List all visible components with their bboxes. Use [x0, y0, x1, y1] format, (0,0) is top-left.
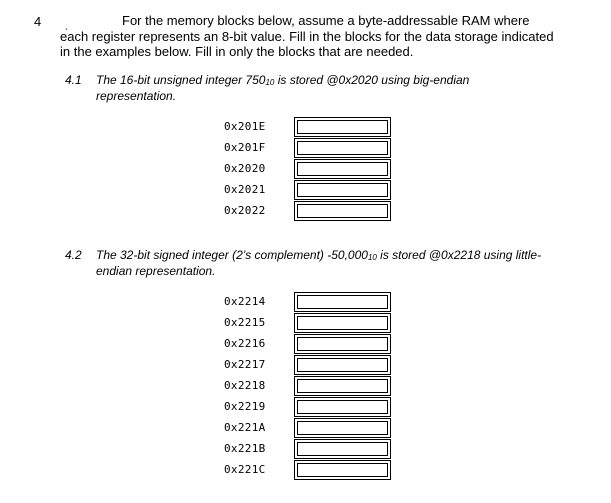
- memory-cell-input[interactable]: [294, 117, 391, 137]
- memory-address: 0x2216: [224, 337, 266, 350]
- part-4-1-description: [65, 73, 545, 103]
- memory-cell-input[interactable]: [294, 201, 391, 221]
- base-subscript: 10: [265, 78, 275, 87]
- memory-cell-input[interactable]: [294, 180, 391, 200]
- memory-cell-input[interactable]: [294, 376, 391, 396]
- memory-cell-input[interactable]: [294, 138, 391, 158]
- memory-address: 0x221B: [224, 442, 266, 455]
- memory-cell-input[interactable]: [294, 159, 391, 179]
- memory-cell-input[interactable]: [294, 418, 391, 438]
- memory-address: 0x2217: [224, 358, 266, 371]
- part-text-before: The 16-bit unsigned integer 750: [96, 73, 266, 87]
- memory-address: 0x2215: [224, 316, 266, 329]
- memory-cell-input[interactable]: [294, 313, 391, 333]
- memory-address: 0x2021: [224, 183, 266, 196]
- question-intro: [60, 13, 560, 60]
- memory-address: 0x201E: [224, 120, 266, 133]
- memory-address: 0x2219: [224, 400, 266, 413]
- part-number: 4.1: [65, 73, 82, 87]
- part-number: 4.2: [65, 248, 82, 262]
- memory-cell-input[interactable]: [294, 439, 391, 459]
- memory-cell-input[interactable]: [294, 460, 391, 480]
- memory-cell-input[interactable]: [294, 397, 391, 417]
- base-subscript: 10: [367, 253, 377, 262]
- tick-mark: ˎ: [65, 20, 69, 31]
- part-text-after: is stored @0x2020 using big-endian representation.: [96, 73, 470, 103]
- question-intro-text: For the memory blocks below, assume a byte-addressable RAM where each register represents an 8-bit value. Fill in the blocks for the data storage indicated in the examples below. Fill in only the blocks that are needed.: [60, 13, 554, 59]
- memory-address: 0x2022: [224, 204, 266, 217]
- question-number: 4: [34, 14, 42, 29]
- part-4-2-description: [65, 248, 545, 278]
- memory-address: 0x2218: [224, 379, 266, 392]
- memory-cell-input[interactable]: [294, 292, 391, 312]
- memory-address: 0x2214: [224, 295, 266, 308]
- memory-address: 0x221A: [224, 421, 266, 434]
- part-text-before: The 32-bit signed integer (2’s complement) -50,000: [96, 248, 368, 262]
- memory-cell-input[interactable]: [294, 334, 391, 354]
- memory-address: 0x2020: [224, 162, 266, 175]
- part-text-after: is stored @0x2218 using little-endian representation.: [96, 248, 542, 278]
- memory-address: 0x221C: [224, 463, 266, 476]
- memory-cell-input[interactable]: [294, 355, 391, 375]
- memory-address: 0x201F: [224, 141, 266, 154]
